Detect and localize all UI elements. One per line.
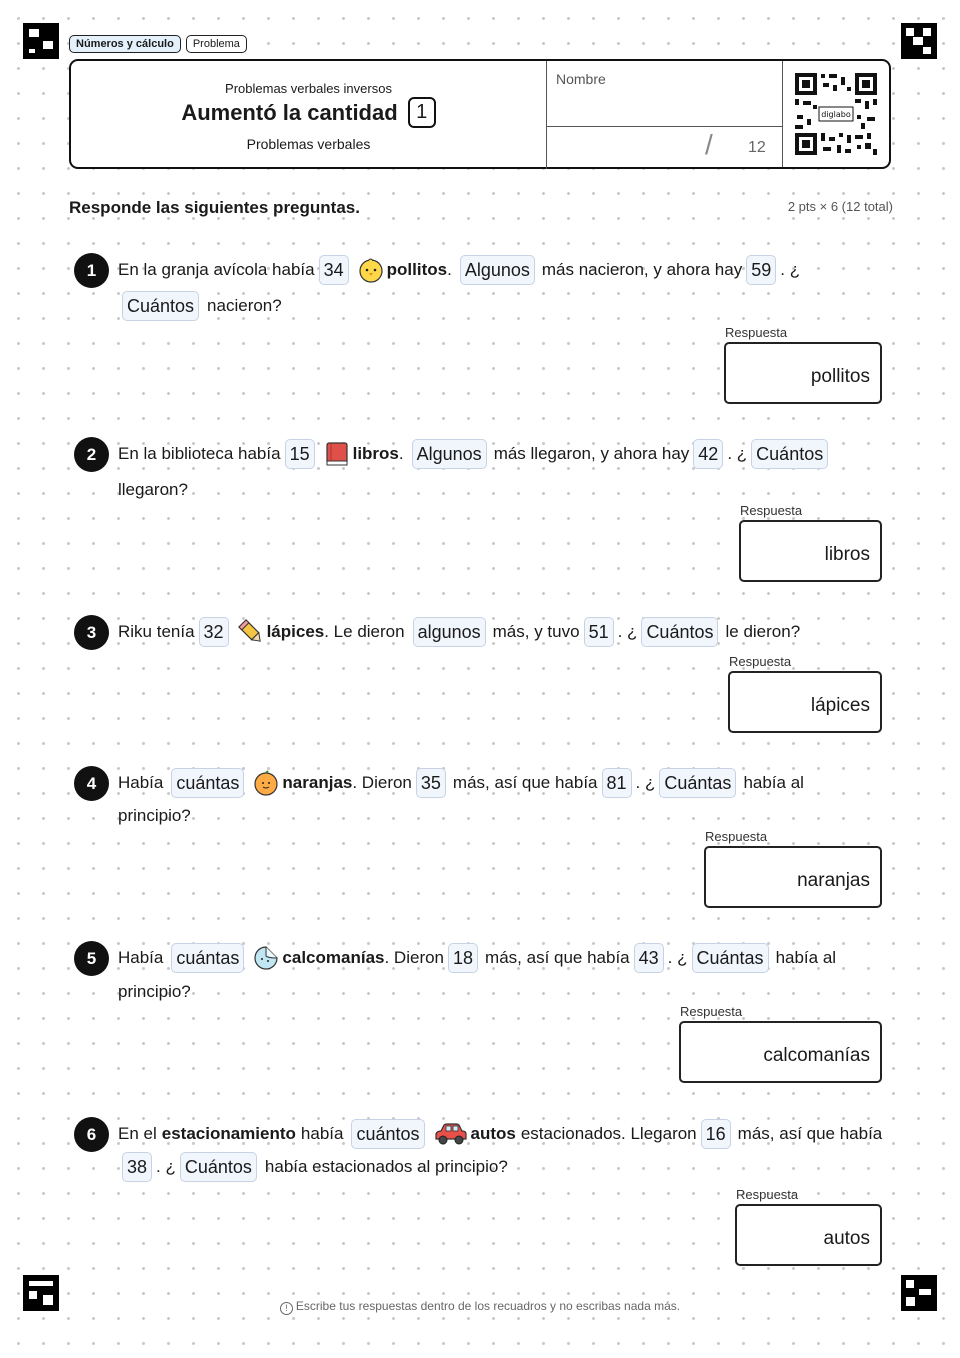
answer-label: Respuesta [736,1187,799,1202]
unknown-chip: cuántas [171,768,244,798]
answer-label: Respuesta [680,1004,743,1019]
question-number: 1 [74,253,109,288]
text: había [300,1124,344,1143]
text: . ¿ [617,622,638,641]
number-chip: 51 [584,617,614,647]
worksheet-subtitle: Problemas verbales inversos [225,81,392,96]
text: . ¿ [727,444,748,463]
number-chip: 43 [634,943,664,973]
text: Había [118,948,164,967]
qr-label: diglabo [821,110,851,119]
answer-label: Respuesta [725,325,788,340]
item-name: autos [470,1124,516,1143]
answer-unit: calcomanías [763,1045,870,1066]
text: . [447,260,452,279]
book-icon [323,440,351,468]
text: Riku tenía [118,622,195,641]
text: . ¿ [667,948,688,967]
item-name: pollitos [386,260,448,279]
number-chip: 16 [701,1119,731,1149]
text: había al [743,773,804,792]
answer-label: Respuesta [740,503,803,518]
question-text-line-2 [118,480,188,500]
item-name: calcomanías [282,948,385,967]
text: más, y tuvo [492,622,580,641]
unknown-chip: Cuántos [180,1152,257,1182]
number-chip: 34 [319,255,349,285]
answer-box[interactable] [724,342,882,404]
unknown-chip: Algunos [460,255,535,285]
score-total: 12 [748,139,766,156]
answer-unit: autos [823,1228,870,1249]
item-name: lápices [266,622,325,641]
number-chip: 42 [693,439,723,469]
text: principio? [118,982,191,1001]
question-text-line-2 [118,291,282,321]
title-block [71,61,546,167]
corner-marker-top-right [901,23,937,59]
type-tag: Problema [186,35,247,53]
answer-label: Respuesta [729,654,792,669]
number-chip: 38 [122,1152,152,1182]
question-number: 6 [74,1117,109,1152]
text: había estacionados al principio? [264,1157,508,1176]
qr-code-icon [793,71,879,157]
number-chip: 15 [285,439,315,469]
answer-unit: lápices [810,695,870,716]
answer-unit: libros [824,544,870,565]
answer-box[interactable] [728,671,882,733]
worksheet-title-row [71,97,546,128]
question-number: 2 [74,437,109,472]
name-field[interactable] [546,61,782,127]
answer-label: Respuesta [705,829,768,844]
text: le dieron? [725,622,801,641]
text: más, así que había [452,773,598,792]
question-number: 3 [74,615,109,650]
unknown-chip: Cuántos [751,439,828,469]
chick-icon [357,256,385,284]
answer-box[interactable] [739,520,882,582]
instructions: Responde las siguientes preguntas. [69,198,360,217]
qr-area [782,61,889,167]
answer-box[interactable] [704,846,882,908]
answer-unit: naranjas [797,870,870,891]
points-info: 2 pts × 6 (12 total) [787,199,893,214]
number-chip: 32 [199,617,229,647]
question-text-line-1 [118,617,800,647]
unknown-chip: cuántos [351,1119,424,1149]
text: En la granja avícola había [118,260,315,279]
question-number: 4 [74,766,109,801]
text: estacionados. Llegaron [520,1124,697,1143]
text: . ¿ [156,1157,176,1176]
info-icon: ! [280,1302,293,1315]
footer-text: Escribe tus respuestas dentro de los recuadros y no escribas nada más. [295,1299,681,1313]
text: . ¿ [780,260,801,279]
text: . ¿ [635,773,656,792]
answer-box[interactable] [679,1021,882,1083]
question-text-line-1 [118,439,832,469]
text: . Le dieron [324,622,405,641]
unknown-chip: Cuántas [692,943,769,973]
score-slash: / [705,129,713,160]
tag-group [69,35,247,53]
question-text-line-1 [118,1119,882,1149]
number-chip: 59 [746,255,776,285]
item-name: libros [352,444,399,463]
category-tag: Números y cálculo [69,35,181,53]
worksheet-number: 1 [408,97,436,128]
text: principio? [118,806,191,825]
footer-note [0,1299,960,1315]
unknown-chip: Cuántas [659,768,736,798]
question-text-line-1 [118,943,836,973]
question-text-line-2 [118,1152,508,1182]
question-number: 5 [74,941,109,976]
text: En la biblioteca había [118,444,281,463]
number-chip: 35 [416,768,446,798]
question-text-line-1 [118,255,800,285]
text: Había [118,773,164,792]
unknown-chip: Algunos [412,439,487,469]
unknown-chip: Cuántos [122,291,199,321]
car-icon [433,1120,469,1148]
question-text-line-2 [118,982,191,1002]
answer-box[interactable] [735,1204,882,1266]
text: llegaron? [118,480,188,499]
text: más nacieron, y ahora hay [541,260,743,279]
unknown-chip: cuántas [171,943,244,973]
unknown-chip: Cuántos [641,617,718,647]
number-chip: 81 [602,768,632,798]
text: había al [775,948,837,967]
question-text-line-1 [118,768,804,798]
orange-icon [252,769,280,797]
item-name: naranjas [282,773,353,792]
sticker-icon [252,944,280,972]
text: nacieron? [207,296,282,315]
text-bold: estacionamiento [161,1124,296,1143]
worksheet-title: Aumentó la cantidad [181,99,398,125]
number-chip: 18 [448,943,478,973]
text: . Dieron [384,948,445,967]
answer-unit: pollitos [810,366,870,387]
worksheet-category: Problemas verbales [246,136,371,152]
text: más llegaron, y ahora hay [493,444,690,463]
text: más, así que había [485,948,630,967]
text: En el [118,1124,157,1143]
corner-marker-top-left [23,23,59,59]
pencil-icon [237,618,265,646]
score-field [546,127,782,169]
worksheet-header [69,59,891,169]
name-label: Nombre [556,71,606,87]
question-text-line-2 [118,806,191,826]
text: . [398,444,404,463]
unknown-chip: algunos [413,617,486,647]
text: . Dieron [352,773,412,792]
text: más, así que había [737,1124,883,1143]
